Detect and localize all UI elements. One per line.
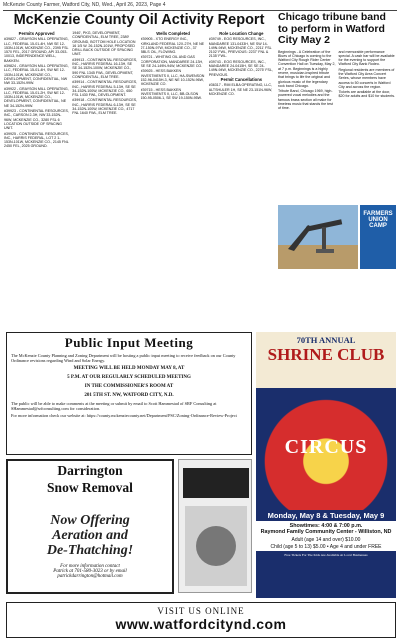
permit-entry: #39923 - CONTINENTAL RESOURCES, INC., CARSON 2-3H, NW 33-152N-96W, MCKENZIE CO., 3280 FSL 6 LOCATION OUTSIDE OF SPACING UNIT.	[4, 109, 69, 131]
circus-shrine-club: SHRINE CLUB	[267, 345, 385, 364]
oil-pump-icon	[278, 205, 358, 269]
oil-report-columns	[4, 31, 274, 328]
ad-union: UNION	[368, 216, 388, 223]
side-story-title: Chicago tribune band to perform in Watford City May 2	[278, 11, 386, 46]
permit-entry: #39914 - CONTINENTAL RESOURCES, INC., HARRIS FEDERAL 5-13H, SE SE 34-152N-100W, MCKENZIE CO., 650 FSL 1430 FWL, DEVELOPMENT.	[72, 80, 138, 98]
snow-title-1: Darrington	[57, 463, 123, 478]
notice-title: Public Input Meeting	[64, 335, 194, 350]
meeting-line: 5 P.M. AT OUR REGULARLY SCHEDULED MEETING	[67, 375, 191, 380]
oil-pump-photo	[278, 205, 358, 269]
notice-intro: The McKenzie County Planning and Zoning Department will be hosting a public input meeting to receive feedback on our County Ordinance revisions regarding Wind and Solar Energy.	[11, 353, 236, 363]
snow-removal-ad	[6, 459, 174, 594]
dsr-ad-image	[178, 459, 252, 593]
location-change-heading: Role Location Change	[219, 31, 264, 36]
ad-camp: CAMP	[369, 222, 387, 229]
circus-showtimes-band	[256, 521, 396, 537]
oil-report-column-4	[209, 31, 274, 328]
well-entry: #39715 - HESS BAKKEN INVESTMENTS II, LLC, BB-OLSON 150-95-0506-1, SE SW 19-150N-95W.	[140, 87, 202, 101]
cancellations-heading: Permit Cancellations	[220, 76, 263, 82]
website-link[interactable]: www.watfordcitynd.com	[115, 616, 287, 632]
side-paragraph: Tickets are available at the door, $20 for adults and $10 for students.	[338, 90, 396, 99]
permit-entry: #39918 - CONTINENTAL RESOURCES, INC., HARRIS FEDERAL 6-13H, SE SE 34-152N-100W, MCKENZIE CO., 4717 FNL 1640 FWL, ELM TREE.	[72, 98, 138, 116]
circus-header	[256, 332, 396, 388]
circus-venue: Raymond Family Community Center - Williston, ND	[260, 529, 392, 535]
circus-adult-price: Adult (age 14 and over) $10.00	[291, 537, 361, 543]
side-story-column-2	[339, 50, 397, 202]
circus-child-price: Child (age 5 to 13) $5.00 • Age 4 and under FREE	[270, 544, 382, 550]
oil-report-column-3	[141, 31, 206, 328]
farmers-union-ad	[360, 205, 396, 269]
notice-body: The public will be able to make comments at the meeting or submit by email to Scott Hammestad of SRF Consulting at SHammestad@srfconsulting.com for consideration.	[11, 401, 217, 411]
circus-showtimes: Showtimes: 4:00 & 7:00 p.m.	[289, 523, 363, 529]
permit-entry: #39827 - GRAYSON MILL OPERATING, LLC, FEDERAL 15-01-4H, NW SE 12-153N-101W, MCKENZIE CO., 2395 FSL 1570 FEL, 2017 GROUND, API 33-053-10013, INDEPENDENCE WELL, BAKKEN.	[4, 37, 69, 63]
well-entry: #39721 - WHITING OIL AND GAS CORPORATION, MANDAREE 24-13H, SE SE 24-149N-94W, MCKENZIE CO.	[140, 55, 204, 69]
side-paragraph: Beginnings - A Celebration of the Blues of Chicago is coming to the Watford City Rough Rider Center Convention Hall on Tuesday, May 2, at 7 p.m. Beginnings is a highly revere, musician-inspired tribute that brings to life the original and glorious music of the legendary rock band Chicago.	[278, 49, 336, 88]
permit-entry: 1940', PKG, DEVELOPMENT, CONFIDENTIAL, ELM TREE, 2389' GROUND, BOTTOM HOLE LOCATION 16 1/5 W. 26-152N-101W, PROPOSED DRILL BACK OUTSIDE OF SPACING UNIT.	[72, 31, 136, 57]
oil-report-title: McKenzie County Oil Activity Report	[13, 12, 265, 28]
snow-email: patrickdarrington@hotmail.com	[57, 574, 123, 579]
side-story-column-1	[278, 50, 336, 202]
notice-more-info: For more information check our website at: https://county.mckenziecounty.net/Department/PSC/Zoning-Ordinance-Review-Project	[11, 413, 237, 418]
snow-offer-1: Now Offering	[50, 513, 130, 528]
side-paragraph: Tribute Band, Chicago 1969, high-powered vocal melodies and the famous brass section all make for timeless music that stands the test of time.	[278, 89, 333, 111]
well-entry: #39905 - XTO ENERGY INC., KIRKLAND FEDERAL 12X-27H, NE NE 27-150N-97W, MCKENZIE CO., 37 BBLS OIL, FLOWING.	[140, 37, 205, 55]
masthead: McKenzie County Farmer, Watford City, ND, Wed., April 26, 2023, Page 4	[3, 2, 166, 8]
wells-completed-heading: Wells Completed	[156, 31, 190, 36]
circus-prices	[256, 537, 396, 551]
circus-annual: 70TH ANNUAL	[296, 335, 356, 345]
oil-report-column-1	[4, 31, 69, 328]
permits-heading: Permits Approved	[18, 31, 55, 36]
side-story-columns	[278, 50, 396, 202]
snow-offer-3: De-Thatching!	[46, 543, 134, 558]
side-paragraph: Regional residents are members of the Watford City Area Concert Series, whose members have access to 50 concerts in Watford City and across the region.	[338, 67, 395, 89]
side-paragraph: and memorable performance special. A cash bar will be available for the evening to support the Watford City Bank Rodeo.	[338, 49, 395, 67]
snow-title-2: Snow Removal	[47, 480, 133, 495]
permit-entry: #39925 - CONTINENTAL RESOURCES, INC., HARRIS FEDERAL, LOT 2 1-153N-101W, MCKENZIE CO., 2145 FNL 2450 FEL, 2025 GROUND.	[4, 131, 69, 149]
circus-graphic	[256, 388, 396, 510]
circus-free-tickets: Free Tickets For The Kids Are Available At Local Businesses	[256, 551, 396, 559]
permit-entry: #39824 - GRAYSON MILL OPERATING, LLC, FEDERAL 15-01-4H, SW NE 12-153N-101W, MCKENZIE CO., DEVELOPMENT, CONFIDENTIAL, NW NW 33-152N-99W.	[4, 64, 69, 86]
visit-online-banner	[6, 602, 396, 638]
shrine-circus-ad	[256, 332, 396, 598]
oil-report-column-2	[72, 31, 137, 328]
ad-farmers: FARMERS	[363, 210, 393, 217]
location-entry: #39749 - EOG RESOURCES, INC., MANDAREE 131-0433H, NE SW 14-149N-94W, MCKENZIE CO., 2211' FSL 2102' FWL, PREVIOUS: 2237' FNL & 2135' FWL.	[208, 37, 272, 59]
snow-contact: Patrick at 701-580-3023 or by email	[53, 569, 127, 574]
well-entry: #39925 - HESS BAKKEN INVESTMENTS II, LLC, HA-SWENSON 152-96-0415H-3, NE NE 10-152N-96W, MCKENZIE CO.	[140, 69, 205, 87]
location-entry: #39743 - EOG RESOURCES, INC., MANDAREE 24-0415H, SE SE 24-149N-94W, MCKENZIE CO., 2275' FSL, PREVIOUS.	[208, 59, 273, 77]
meeting-line: 201 5TH ST. NW, WATFORD CITY, N.D.	[84, 393, 174, 398]
meeting-line: IN THE COMMISSIONER'S ROOM AT	[84, 384, 174, 389]
visit-online-label: VISIT US ONLINE	[157, 606, 245, 616]
permit-entry: #39913 - CONTINENTAL RESOURCES, INC., HARRIS FEDERAL 16-13H, SE SE 34-152N-100W, MCKENZIE CO., 590 FNL 1345 FWL, DEVELOPMENT, CONFIDENTIAL, ELM TREE.	[72, 57, 138, 79]
meeting-line: MEETING WILL BE HELD MONDAY MAY 8, AT	[73, 366, 185, 371]
snow-info: For more information contact	[60, 564, 120, 569]
cancellation-entry: #36317 - RIM ELBA OPERATING, LLC, ALTSHULER 1H, SE NE 23-151N-96W, MCKENZIE CO.	[208, 83, 273, 96]
side-story-media	[278, 205, 396, 269]
side-story	[278, 12, 396, 269]
snow-offer-2: Aeration and	[52, 528, 128, 543]
permit-entry: #39922 - GRAYSON MILL OPERATING, LLC, FEDERAL 15-01-2H, SW NE 12-153N-101W, MCKENZIE CO., DEVELOPMENT, CONFIDENTIAL, NE NE 34-152N-99W.	[4, 86, 69, 108]
circus-word: CIRCUS	[284, 436, 368, 458]
dsr-logo-icon	[179, 460, 253, 594]
public-input-notice	[6, 332, 252, 455]
circus-dates: Monday, May 8 & Tuesday, May 9	[256, 510, 396, 521]
